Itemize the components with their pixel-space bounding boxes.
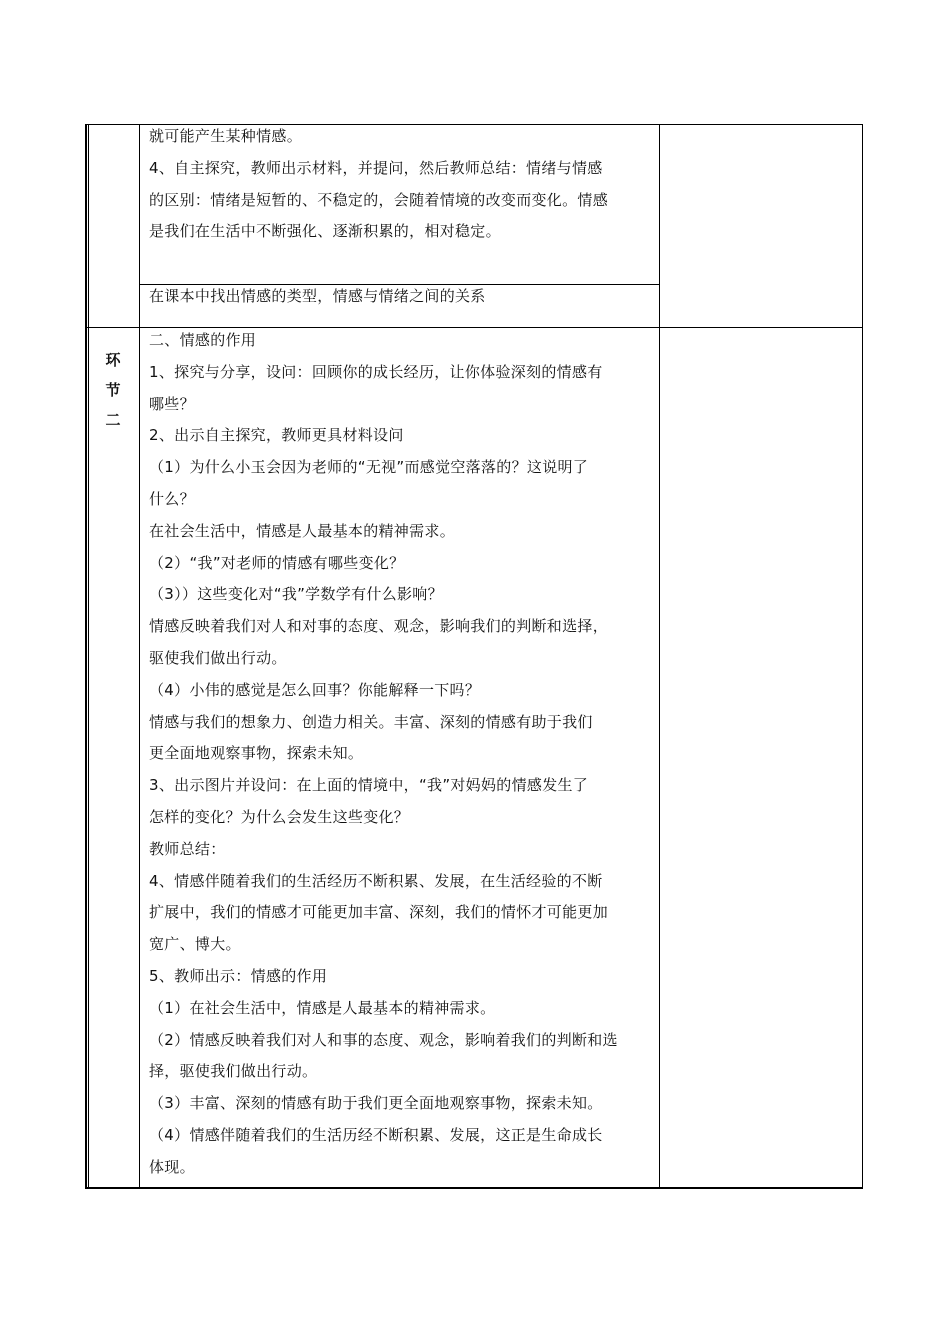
table-border-left — [85, 124, 87, 1189]
section2-line: （2）“我”对老师的情感有哪些变化？ — [149, 553, 405, 572]
section1-content — [149, 121, 608, 248]
section1-line: 4、自主探究，教师出示材料，并提问，然后教师总结：情绪与情感 — [149, 158, 603, 177]
section2-line: 体现。 — [149, 1157, 195, 1176]
table-border-left-inner — [88, 124, 89, 1189]
section2-content — [149, 325, 618, 1184]
section2-line: （1）为什么小玉会因为老师的“无视”而感觉空落落的？这说明了 — [149, 458, 589, 477]
section2-line: 择，驱使我们做出行动。 — [149, 1062, 318, 1081]
section2-line: 情感与我们的想象力、创造力相关。丰富、深刻的情感有助于我们 — [149, 712, 593, 731]
section2-label — [86, 345, 140, 435]
section2-line: 5、教师出示：情感的作用 — [149, 966, 328, 985]
section2-line: 在社会生活中，情感是人最基本的精神需求。 — [149, 521, 456, 540]
section2-line: 什么？ — [149, 489, 195, 508]
task-text: 在课本中找出情感的类型，情感与情绪之间的关系 — [149, 287, 486, 305]
section2-line: 怎样的变化？为什么会发生这些变化？ — [149, 807, 410, 826]
section2-line: 情感反映着我们对人和对事的态度、观念，影响我们的判断和选择， — [149, 617, 609, 636]
section2-line: （4）情感伴随着我们的生活历经不断积累、发展，这正是生命成长 — [149, 1125, 603, 1144]
section2-line: 扩展中，我们的情感才可能更加丰富、深刻，我们的情怀才可能更加 — [149, 903, 609, 922]
label-char: 二 — [105, 411, 121, 429]
section2-line: 4、情感伴随着我们的生活经历不断积累、发展，在生活经验的不断 — [149, 871, 603, 890]
section1-line: 就可能产生某种情感。 — [149, 127, 303, 145]
section2-line: （2）情感反映着我们对人和事的态度、观念，影响着我们的判断和选 — [149, 1030, 618, 1049]
section2-line: （1）在社会生活中，情感是人最基本的精神需求。 — [149, 998, 496, 1017]
section2-line: （4）小伟的感觉是怎么回事？你能解释一下吗？ — [149, 680, 481, 699]
section1-line: 的区别：情绪是短暂的、不稳定的，会随着情境的改变而变化。情感 — [149, 190, 609, 209]
section2-line: 1、探究与分享，设问：回顾你的成长经历，让你体验深刻的情感有 — [149, 362, 603, 381]
table-bottom-border — [85, 1187, 863, 1189]
section2-line: 驱使我们做出行动。 — [149, 648, 287, 667]
section1-line: 是我们在生活中不断强化、逐渐积累的，相对稳定。 — [149, 222, 501, 241]
section2-line: （3））这些变化对“我”学数学有什么影响？ — [149, 585, 443, 604]
section2-line: 哪些？ — [149, 394, 195, 413]
section2-line: 更全面地观察事物，探索未知。 — [149, 744, 364, 763]
section2-line: 2、出示自主探究，教师更具材料设问 — [149, 426, 404, 445]
label-char: 节 — [105, 381, 121, 399]
section2-line: 教师总结： — [149, 839, 226, 858]
section2-line: 宽广、博大。 — [149, 935, 241, 954]
section2-line: 二、情感的作用 — [149, 331, 257, 349]
section2-line: （3）丰富、深刻的情感有助于我们更全面地观察事物，探索未知。 — [149, 1094, 603, 1113]
table-border-right — [862, 124, 863, 1189]
section2-line: 3、出示图片并设问：在上面的情境中，“我”对妈妈的情感发生了 — [149, 776, 589, 795]
label-char: 环 — [105, 351, 121, 369]
section1-task — [149, 281, 486, 313]
